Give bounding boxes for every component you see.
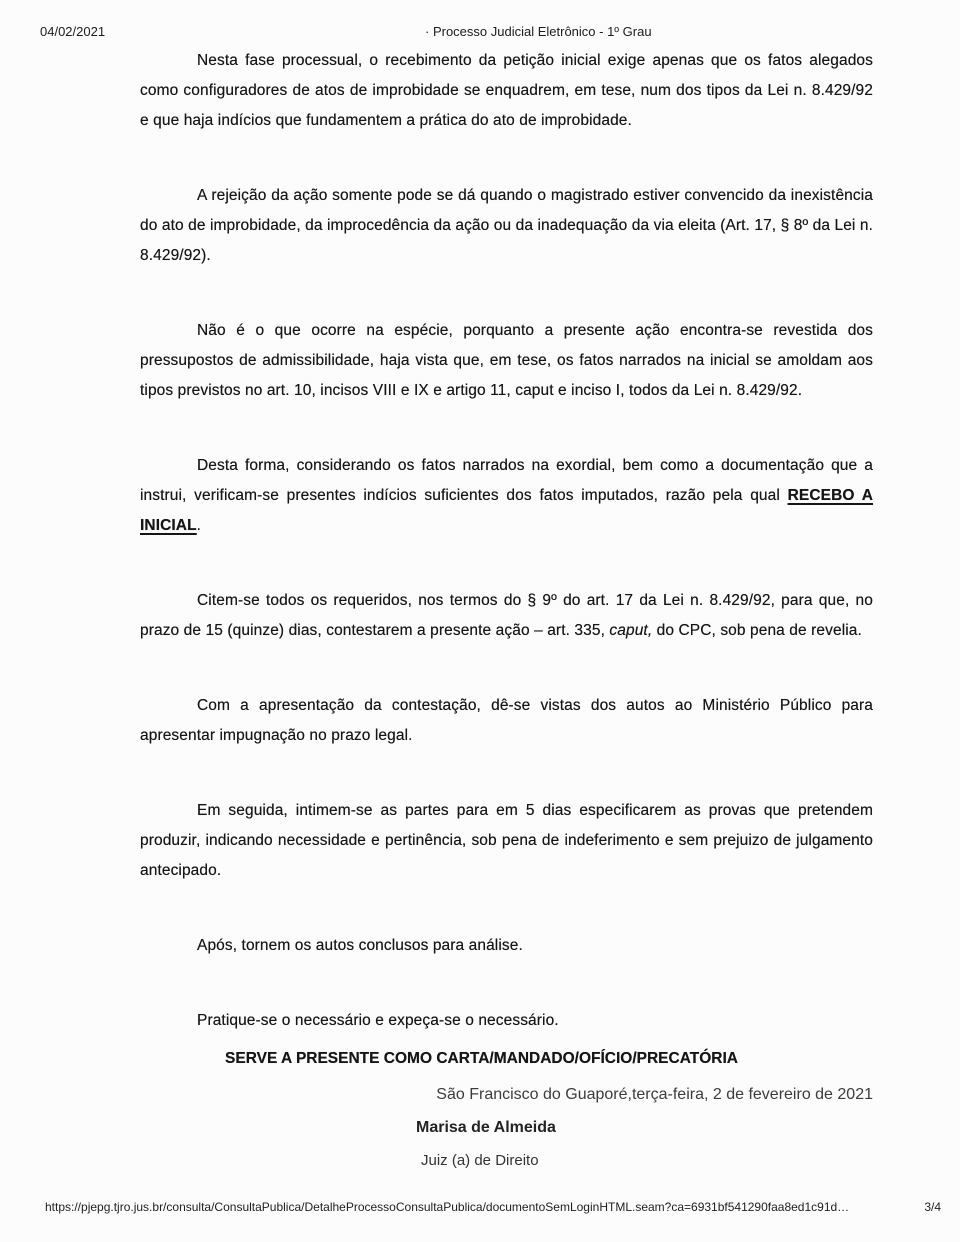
paragraph-4-text: Desta forma, considerando os fatos narrados na exordial, bem como a documentação que a instrui, verificam-se presentes indícios suficientes dos fatos imputados, razão pela qual	[140, 457, 873, 504]
paragraph-4	[140, 451, 873, 541]
paragraph-3: Não é o que ocorre na espécie, porquanto a presente ação encontra-se revestida dos pressupostos de admissibilidade, haja vista que, em tese, os fatos narrados na inicial se amoldam aos tipos previstos no art. 10, incisos VIII e IX e artigo 11, caput e inciso I, todos da Lei n. 8.429/92.	[140, 322, 873, 399]
recebo-a-inicial-emphasis: RECEBO A INICIAL	[140, 487, 873, 534]
paragraph-4-period: .	[196, 517, 202, 534]
print-header-date: 04/02/2021	[40, 24, 106, 39]
paragraph-1: Nesta fase processual, o recebimento da petição inicial exige apenas que os fatos alegados como configuradores de atos de improbidade se enquadrem, em tese, num dos tipos da Lei n. 8.429/92 e que haja indícios que fundamentem a prática do ato de improbidade.	[140, 52, 873, 129]
signature-place-date: São Francisco do Guaporé,terça-feira, 2 de fevereiro de 2021	[436, 1086, 873, 1103]
signature-judge-name: Marisa de Almeida	[416, 1119, 556, 1136]
paragraph-9: Pratique-se o necessário e expeça-se o necessário.	[197, 1012, 559, 1029]
serve-statement: SERVE A PRESENTE COMO CARTA/MANDADO/OFÍCIO/PRECATÓRIA	[225, 1050, 738, 1067]
paragraph-8: Após, tornem os autos conclusos para análise.	[197, 937, 523, 954]
paragraph-6: Com a apresentação da contestação, dê-se vistas dos autos ao Ministério Público para apresentar impugnação no prazo legal.	[140, 697, 873, 744]
caput-italic: caput,	[609, 622, 653, 639]
paragraph-5-end: do CPC, sob pena de revelia.	[652, 622, 862, 639]
print-footer-url: https://pjepg.tjro.jus.br/consulta/ConsultaPublica/DetalheProcessoConsultaPublica/documentoSemLoginHTML.seam?ca=6931bf541290faa8ed1c91d…	[45, 1200, 850, 1214]
paragraph-7: Em seguida, intimem-se as partes para em 5 dias especificarem as provas que pretendem produzir, indicando necessidade e pertinência, sob pena de indeferimento e sem prejuizo de julgamento antecipado.	[140, 802, 873, 879]
signature-judge-title: Juiz (a) de Direito	[421, 1152, 539, 1169]
paragraph-5-text: Citem-se todos os requeridos, nos termos do § 9º do art. 17 da Lei n. 8.429/92, para que, no prazo de 15 (quinze) dias, contestarem a presente ação – art. 335,	[140, 592, 873, 639]
paragraph-5	[140, 586, 873, 646]
print-header-title: · Processo Judicial Eletrônico - 1º Grau	[425, 24, 652, 39]
print-footer-page-number: 3/4	[924, 1200, 941, 1214]
document-body	[140, 46, 873, 1177]
paragraph-2: A rejeição da ação somente pode se dá quando o magistrado estiver convencido da inexistência do ato de improbidade, da improcedência da ação ou da inadequação da via eleita (Art. 17, § 8º da Lei n. 8.429/92).	[140, 187, 874, 264]
